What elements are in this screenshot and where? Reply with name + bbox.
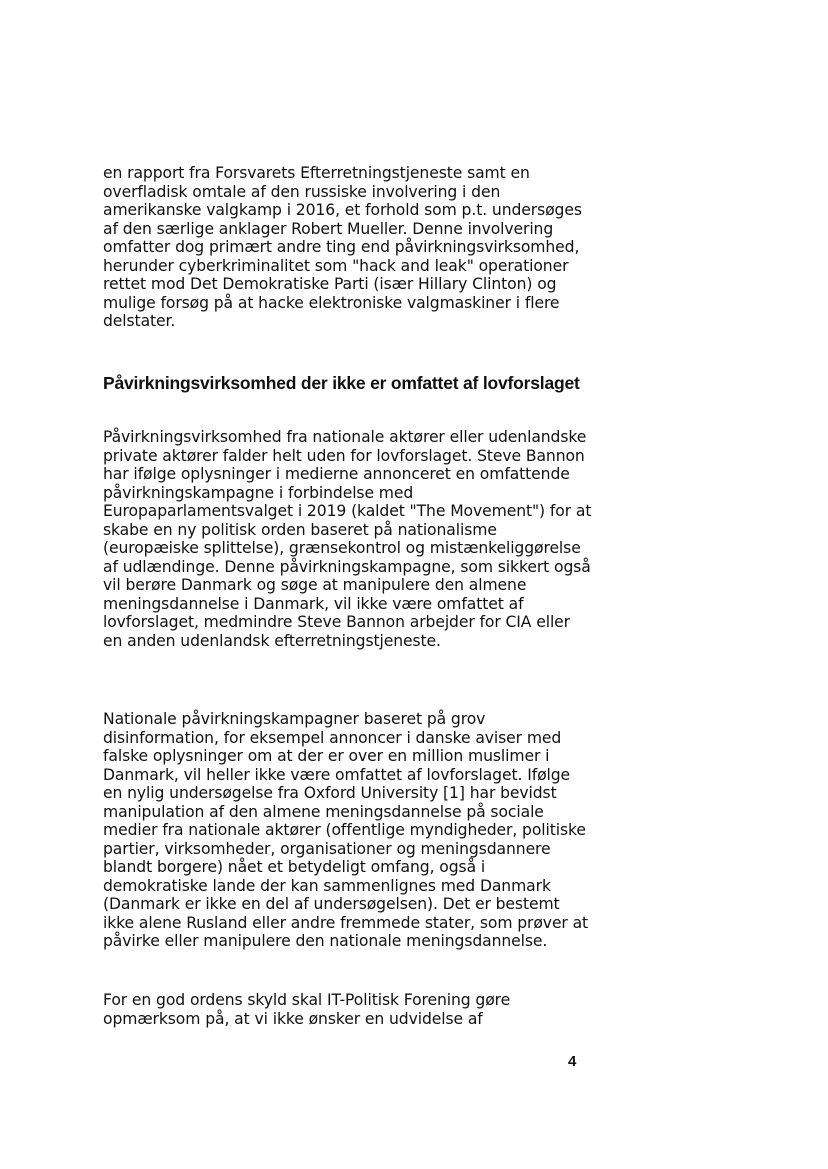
body-paragraph-4: For en god ordens skyld skal IT-Politisk Forening gøre opmærksom på, at vi ikke ønsker en udvidelse af <box>103 991 511 1028</box>
body-paragraph-2: Påvirkningsvirksomhed fra nationale aktører eller udenlandske private aktører falder helt uden for lovforslaget. Steve Bannon har ifølge oplysninger i medierne annonceret en omfattende påvirkningskampagne i forbindelse med Europaparlamentsvalget i 2019 (kaldet "The Movement") for at skabe en ny politisk orden baseret på nationalisme (europæiske splittelse), grænsekontrol og mistænkeliggørelse af udlændinge. Denne påvirkningskampagne, som sikkert også vil berøre Danmark og søge at manipulere den almene meningsdannelse i Danmark, vil ikke være omfattet af lovforslaget, medmindre Steve Bannon arbejder for CIA eller en anden udenlandsk efterretningstjeneste. <box>103 428 592 650</box>
body-paragraph-3: Nationale påvirkningskampagner baseret på grov disinformation, for eksempel annoncer i danske aviser med falske oplysninger om at der er over en million muslimer i Danmark, vil heller ikke være omfattet af lovforslaget. Ifølge en nylig undersøgelse fra Oxford University [1] har bevidst manipulation af den almene meningsdannelse på sociale medier fra nationale aktører (offentlige myndigheder, politiske partier, virksomheder, organisationer og meningsdannere blandt borgere) nået et betydeligt omfang, også i demokratiske lande der kan sammenlignes med Danmark (Danmark er ikke en del af undersøgelsen). Det er bestemt ikke alene Rusland eller andre fremmede stater, som prøver at påvirke eller manipulere den nationale meningsdannelse. <box>103 710 589 950</box>
section-heading: Påvirkningsvirksomhed der ikke er omfattet af lovforslaget <box>103 373 580 393</box>
body-paragraph-1: en rapport fra Forsvarets Efterretningstjeneste samt en overfladisk omtale af den russiske involvering i den amerikanske valgkamp i 2016, et forhold som p.t. undersøges af den særlige anklager Robert Mueller. Denne involvering omfatter dog primært andre ting end påvirkningsvirksomhed, herunder cyberkriminalitet som "hack and leak" operationer rettet mod Det Demokratiske Parti (især Hillary Clinton) og mulige forsøg på at hacke elektroniske valgmaskiner i flere delstater. <box>103 164 582 330</box>
page-number: 4 <box>568 1053 577 1070</box>
